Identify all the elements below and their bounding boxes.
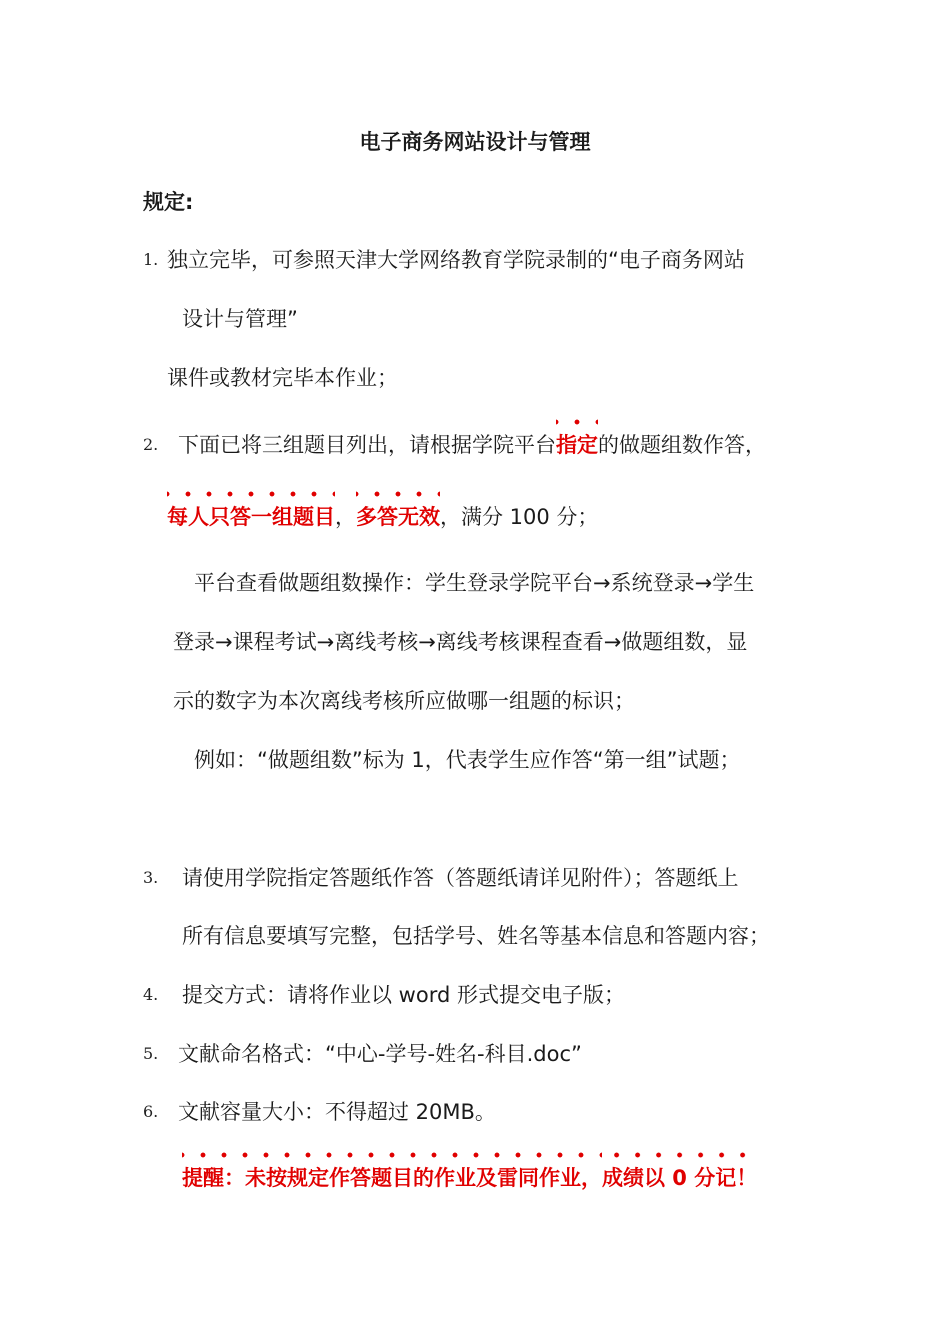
item-2-line-1 <box>178 431 766 459</box>
item-2-line-1-text-a: 下面已将三组题目列出，请根据学院平台 <box>178 433 556 457</box>
rules-heading: 规定: <box>143 190 194 214</box>
emphasis-extra-invalid: 多答无效 <box>356 505 440 529</box>
item-number-1: 1. <box>143 250 159 269</box>
reminder <box>182 1164 757 1192</box>
item-2-line-2-comma: ， <box>335 505 356 529</box>
platform-instructions-line-3: 示的数字为本次离线考核所应做哪一组题的标识； <box>173 689 635 713</box>
document-title: 电子商务网站设计与管理 <box>359 130 591 154</box>
item-1-line-2: 设计与管理” <box>182 307 298 331</box>
item-1-line-3: 课件或教材完毕本作业； <box>167 366 398 390</box>
item-6-text: 文献容量大小：不得超过 20MB。 <box>178 1100 496 1124</box>
item-number-2: 2. <box>143 435 159 454</box>
example-line: 例如：“做题组数”标为 1，代表学生应作答“第一组”试题； <box>194 748 741 772</box>
item-3-line-1: 请使用学院指定答题纸作答（答题纸请详见附件）；答题纸上 <box>182 866 739 890</box>
item-number-6: 6. <box>143 1102 159 1121</box>
item-1-line-1: 独立完毕，可参照天津大学网络教育学院录制的“电子商务网站 <box>167 248 745 272</box>
item-5-text: 文献命名格式：“中心-学号-姓名-科目.doc” <box>178 1042 582 1066</box>
item-4-text: 提交方式：请将作业以 word 形式提交电子版； <box>182 983 625 1007</box>
item-2-line-1-text-c: 的做题组数作答， <box>598 433 766 457</box>
item-number-5: 5. <box>143 1044 159 1063</box>
item-3-line-2: 所有信息要填写完整，包括学号、姓名等基本信息和答题内容； <box>182 924 770 948</box>
item-number-3: 3. <box>143 868 159 887</box>
item-number-4: 4. <box>143 985 159 1004</box>
reminder-text-b: 成绩以 0 分记！ <box>602 1166 758 1190</box>
emphasis-one-group-only: 每人只答一组题目 <box>167 505 335 529</box>
platform-instructions-line-1: 平台查看做题组数操作：学生登录学院平台→系统登录→学生 <box>194 571 755 595</box>
item-2-line-2 <box>167 503 598 531</box>
reminder-text-a: 提醒：未按规定作答题目的作业及雷同作业， <box>182 1166 602 1190</box>
emphasis-designated: 指定 <box>556 433 598 457</box>
platform-instructions-line-2: 登录→课程考试→离线考核→离线考核课程查看→做题组数，显 <box>173 630 748 654</box>
item-2-line-2-score: ，满分 100 分； <box>440 505 599 529</box>
